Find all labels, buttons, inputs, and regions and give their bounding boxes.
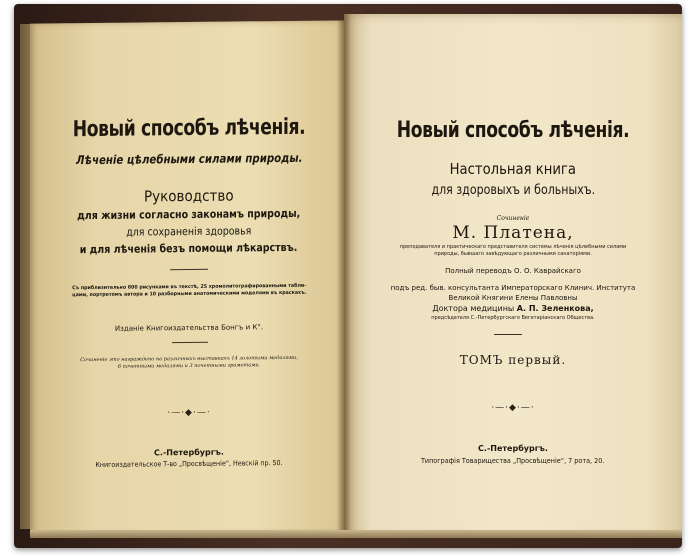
right-author: М. Платена, <box>452 223 574 243</box>
right-author-desc-1: преподавателя и практическаго представителя системы лѣченія цѣлебными силами <box>399 244 627 250</box>
right-ornament: ·—·◆·—· <box>491 403 535 413</box>
right-editor-1: подъ ред. быв. консультанта Императорскаго Клинич. Института <box>390 284 636 292</box>
book-gutter <box>337 14 351 540</box>
left-heading: Руководство <box>144 186 234 206</box>
right-by: Сочиненіе <box>496 215 530 222</box>
right-volume: ТОМЪ первый. <box>459 353 567 367</box>
page-edges <box>30 530 682 538</box>
right-editor-4: предсѣдателя С.-Петербургскаго Вегетаріанскаго Общества. <box>431 315 595 321</box>
left-rule-1 <box>170 269 208 270</box>
left-awards-note: Сочиненіе это награждено на различныхъ выставкахъ 14 золотыми медалями, <box>80 354 298 364</box>
left-imprint: Книгоиздательское Т-во „Просвѣщеніе“, Невскій пр. 50. <box>95 459 283 469</box>
left-line-2: для сохраненія здоровья <box>126 224 252 239</box>
right-subtitle-1: Настольная книга <box>449 160 577 178</box>
left-line-3: и для лѣченія безъ помощи лѣкарствъ. <box>80 240 298 257</box>
left-title: Новый способъ лѣченія. <box>72 114 306 143</box>
left-illustrations-note-2: цами, портретомъ автора и 10 разборными анатомическими моделями въ краскахъ. <box>71 289 307 299</box>
left-page <box>30 20 348 535</box>
editor-name: А. П. Зеленкова, <box>516 304 594 313</box>
right-editor-3 <box>344 304 682 313</box>
left-publisher: Изданіе Книгоиздательства Бонгъ и К°. <box>114 323 264 333</box>
left-rule-2 <box>172 342 208 343</box>
right-title: Новый способъ лѣченія. <box>396 118 630 143</box>
right-rule <box>494 334 522 335</box>
left-illustrations-note: Съ приблизительно 600 рисунками въ текстѣ, 25 хромолитографированными табли- <box>71 282 307 292</box>
right-editor-2: Великой Княгини Елены Павловны <box>448 294 578 302</box>
right-city: С.-Петербургъ. <box>478 444 548 453</box>
left-city: С.-Петербургъ. <box>154 447 224 458</box>
editor-title: Доктора медицины <box>432 304 515 313</box>
left-ornament: ·—·◆·—· <box>167 407 211 419</box>
right-page <box>344 14 682 538</box>
left-line-1: для жизни согласно законамъ природы, <box>77 206 301 223</box>
left-awards-note-2: 6 почетными медалями и 3 почетными грамотами. <box>117 362 261 370</box>
left-subtitle: Лѣченіе цѣлебными силами природы. <box>75 150 303 168</box>
right-author-desc-2: природы, бывшаго завѣдующаго различными санаторіями. <box>434 251 592 257</box>
right-imprint: Типографія Товарищества „Просвѣщеніе“, 7 рота, 20. <box>421 457 605 465</box>
right-subtitle-2: для здоровыхъ и больныхъ. <box>431 183 595 198</box>
right-translation: Полный переводъ О. О. Каврайскаго <box>445 267 581 275</box>
